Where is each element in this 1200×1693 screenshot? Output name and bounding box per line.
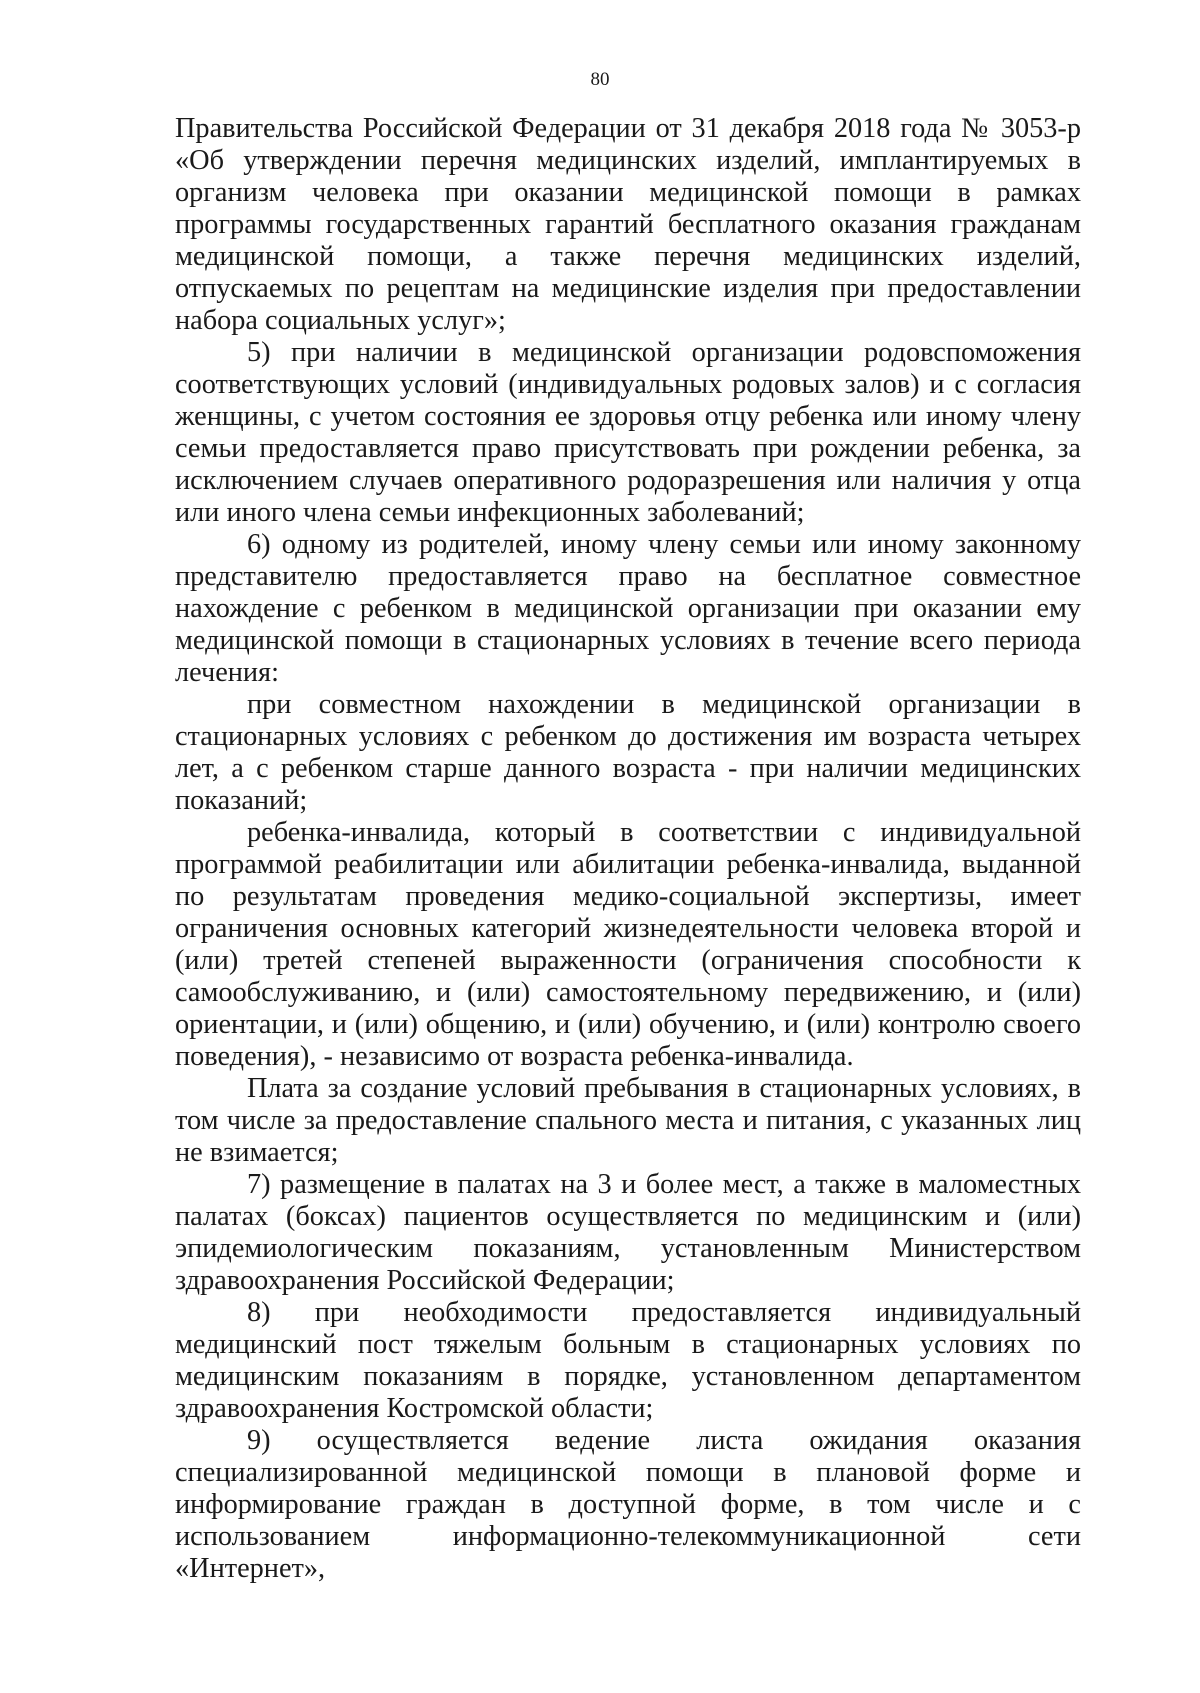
paragraph-item-5: 5) при наличии в медицинской организации родовспоможения соответствующих условий (индивидуальных родовых залов) и с согласия женщины, с учетом состояния ее здоровья отцу ребенка или иному члену семьи предоставляется право присутствовать при рождении ребенка, за исключением случаев оперативного родоразрешения или наличия у отца или иного члена семьи инфекционных заболеваний; [175,337,1081,528]
paragraph-item-8: 8) при необходимости предоставляется индивидуальный медицинский пост тяжелым больным в стационарных условиях по медицинским показаниям в порядке, установленном департаментом здравоохранения Костромской области; [175,1297,1081,1424]
paragraph-item-6: 6) одному из родителей, иному члену семьи или иному законному представителю предоставляется право на бесплатное совместное нахождение с ребенком в медицинской организации при оказании ему медицинской помощи в стационарных условиях в течение всего периода лечения: [175,529,1081,688]
paragraph-item-7: 7) размещение в палатах на 3 и более мест, а также в маломестных палатах (боксах) пациентов осуществляется по медицинским и (или) эпидемиологическим показаниям, установленным Министерством здравоохранения Российской Федерации; [175,1169,1081,1296]
paragraph-item-9: 9) осуществляется ведение листа ожидания оказания специализированной медицинской помощи в плановой форме и информирование граждан в доступной форме, в том числе и с использованием информационно-телекоммуникационной сети «Интернет», [175,1425,1081,1584]
paragraph-item-6-disabled-child: ребенка-инвалида, который в соответствии с индивидуальной программой реабилитации или абилитации ребенка-инвалида, выданной по результатам проведения медико-социальной экспертизы, имеет ограничения основных категорий жизнедеятельности человека второй и (или) третей степеней выраженности (ограничения способности к самообслуживанию, и (или) самостоятельному передвижению, и (или) ориентации, и (или) общению, и (или) обучению, и (или) контролю своего поведения), - независимо от возраста ребенка-инвалида. [175,817,1081,1072]
paragraph-government-order-continuation: Правительства Российской Федерации от 31 декабря 2018 года № 3053-р «Об утверждении перечня медицинских изделий, имплантируемых в организм человека при оказании медицинской помощи в рамках программы государственных гарантий бесплатного оказания гражданам медицинской помощи, а также перечня медицинских изделий, отпускаемых по рецептам на медицинские изделия при предоставлении набора социальных услуг»; [175,113,1081,336]
document-body [175,113,1081,1585]
paragraph-item-6-joint-stay: при совместном нахождении в медицинской организации в стационарных условиях с ребенком до достижения им возраста четырех лет, а с ребенком старше данного возраста - при наличии медицинских показаний; [175,689,1081,816]
paragraph-fee-waiver: Плата за создание условий пребывания в стационарных условиях, в том числе за предоставление спального места и питания, с указанных лиц не взимается; [175,1073,1081,1168]
page-number: 80 [590,69,610,90]
